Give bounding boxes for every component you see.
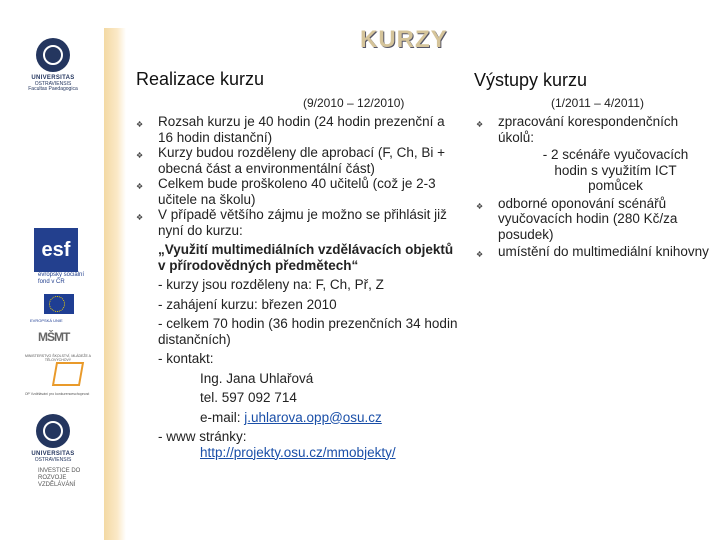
contact-email: e-mail: j.uhlarova.opp@osu.cz	[200, 409, 382, 425]
bullet-icon: ❖	[476, 120, 484, 129]
web-label: - www stránky:	[158, 429, 247, 444]
right-column	[476, 114, 713, 260]
detail-line: - zahájení kurzu: březen 2010	[158, 296, 337, 312]
opvk-logo-icon	[52, 362, 84, 386]
detail-line: - celkem 70 hodin (36 hodin prezenčních 34 hodin distančních)	[158, 316, 458, 347]
university-emblem-icon	[36, 38, 70, 72]
list-item: ❖ V případě většího zájmu je možno se přihlásit již nyní do kurzu:	[136, 207, 447, 238]
invest-label: INVESTICE DO ROZVOJE VZDĚLÁVÁNÍ	[38, 468, 81, 489]
page-title: KURZY	[360, 26, 448, 53]
contact-name: Ing. Jana Uhlařová	[200, 370, 314, 386]
esf-label: evropský sociální fond v ČR	[38, 272, 85, 286]
bullet-icon: ❖	[476, 201, 484, 211]
list-item: ❖ zpracování korespondenčních úkolů:	[476, 114, 679, 145]
university-logo-2: UNIVERSITAS OSTRAVIENSIS	[14, 414, 92, 463]
eu-label: EVROPSKÁ UNIE	[30, 318, 63, 323]
web-link-row	[158, 445, 458, 461]
left-period: (9/2010 – 12/2010)	[303, 96, 405, 110]
list-item: ❖ Celkem bude proškoleno 40 učitelů (což je 2-3 učitele na školu)	[136, 176, 436, 207]
bullet-icon: ❖	[136, 182, 144, 191]
detail-line: - kurzy jsou rozděleny na: F, Ch, Př, Z	[158, 277, 384, 292]
decorative-stripe	[104, 28, 126, 540]
list-item: ❖ odborné oponování scénářů vyučovacích hodin (280 Kč/za posudek)	[476, 195, 678, 242]
esf-logo: esf	[34, 228, 78, 272]
email-link[interactable]: j.uhlarova.opp@osu.cz	[244, 409, 382, 425]
bullet-icon: ❖	[136, 120, 144, 129]
university-emblem-icon-2	[36, 414, 70, 448]
bullet-icon: ❖	[136, 213, 144, 222]
msmt-label: MINISTERSTVO ŠKOLSTVÍ, MLÁDEŽE A TĚLOVÝCHOVY	[25, 354, 91, 362]
right-heading: Výstupy kurzu	[474, 70, 588, 90]
sub-item: - 2 scénáře vyučovacích hodin s využitím ICT pomůcek	[542, 147, 689, 193]
university-logo: UNIVERSITAS OSTRAVIENSIS Facultas Paedagogica	[14, 38, 92, 93]
opvk-label: OP Vzdělávání pro konkurenceschopnost	[24, 392, 90, 396]
list-item: ❖ umístění do multimediální knihovny	[476, 244, 709, 259]
contact-phone: tel. 597 092 714	[200, 390, 297, 405]
list-item: ❖ Kurzy budou rozděleny dle aprobací (F, Ch, Bi + obecná část a environmentální část)	[136, 145, 446, 176]
msmt-logo: MŠMT	[38, 330, 70, 344]
bullet-icon: ❖	[476, 250, 484, 259]
left-heading: Realizace kurzu	[136, 69, 265, 89]
list-item: ❖ Rozsah kurzu je 40 hodin (24 hodin prezenční a 16 hodin distanční)	[136, 114, 445, 145]
detail-line: - kontakt:	[158, 351, 214, 366]
eu-flag-icon	[44, 294, 74, 314]
left-column	[136, 114, 458, 460]
bullet-icon: ❖	[136, 151, 144, 160]
right-period: (1/2011 – 4/2011)	[551, 96, 644, 110]
course-title: „Využití multimediálních vzdělávacích objektů v přírodovědných předmětech“	[158, 242, 454, 273]
web-link[interactable]: http://projekty.osu.cz/mmobjekty/	[200, 444, 396, 460]
logo-sidebar	[0, 0, 108, 540]
